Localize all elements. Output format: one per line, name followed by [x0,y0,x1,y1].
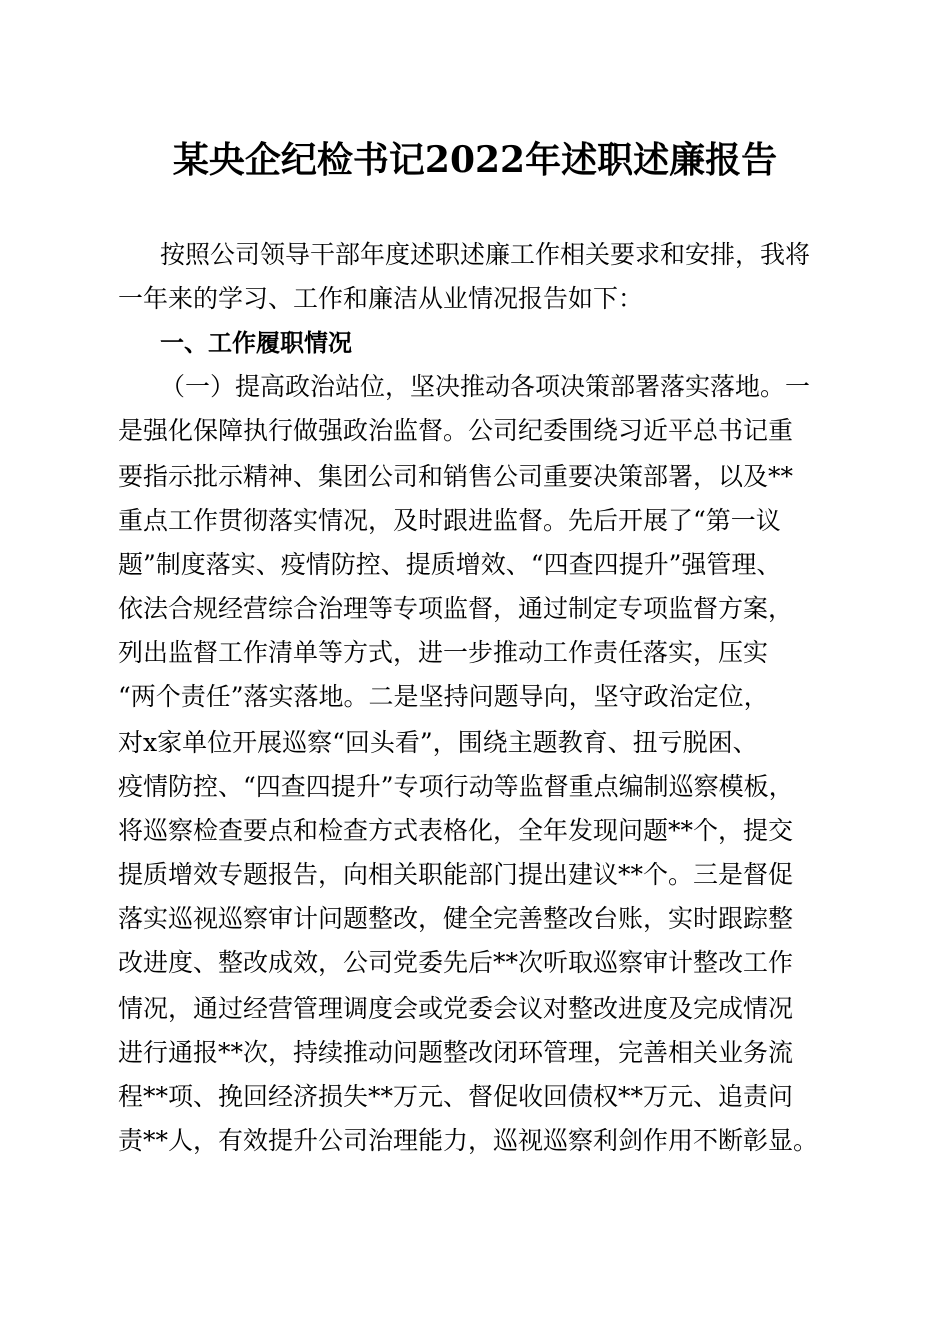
paragraph-line: 将巡察检查要点和检查方式表格化，全年发现问题**个，提交 [118,816,794,845]
paragraph-line: 进行通报**次，持续推动问题整改闭环管理，完善相关业务流 [118,1038,794,1067]
paragraph-line: 一年来的学习、工作和廉洁从业情况报告如下： [118,284,644,313]
paragraph-line: 情况，通过经营管理调度会或党委会议对整改进度及完成情况 [118,994,794,1023]
paragraph-line: 落实巡视巡察审计问题整改，健全完善整改台账，实时跟踪整 [118,904,794,933]
paragraph-line: 提质增效专题报告，向相关职能部门提出建议**个。三是督促 [118,860,794,889]
paragraph-line: 改进度、整改成效，公司党委先后**次听取巡察审计整改工作 [118,948,794,977]
paragraph-line: 程**项、挽回经济损失**万元、督促收回债权**万元、追责问 [118,1082,794,1111]
document-title: 某央企纪检书记2022年述职述廉报告 [172,139,778,181]
paragraph-line: 要指示批示精神、集团公司和销售公司重要决策部署，以及** [118,462,794,491]
paragraph-line: 列出监督工作清单等方式，进一步推动工作责任落实，压实 [118,638,769,667]
paragraph-line: 题”制度落实、疫情防控、提质增效、“四查四提升”强管理、 [118,550,782,579]
paragraph-line: 是强化保障执行做强政治监督。公司纪委围绕习近平总书记重 [118,416,794,445]
paragraph-line: “两个责任”落实落地。二是坚持问题导向，坚守政治定位， [118,682,769,711]
paragraph-line: 责**人，有效提升公司治理能力，巡视巡察利剑作用不断彰显。 [118,1126,819,1155]
section-heading: 一、工作履职情况 [160,329,352,357]
paragraph-line: 疫情防控、“四查四提升”专项行动等监督重点编制巡察模板， [118,772,794,801]
paragraph-line: 依法合规经营综合治理等专项监督，通过制定专项监督方案， [118,594,794,623]
paragraph-line: 按照公司领导干部年度述职述廉工作相关要求和安排，我将 [160,240,811,269]
paragraph-line: 重点工作贯彻落实情况，及时跟进监督。先后开展了“第一议 [118,506,781,535]
paragraph-line: （一）提高政治站位，坚决推动各项决策部署落实落地。一 [160,372,811,401]
paragraph-line: 对x家单位开展巡察“回头看”，围绕主题教育、扭亏脱困、 [118,728,758,757]
